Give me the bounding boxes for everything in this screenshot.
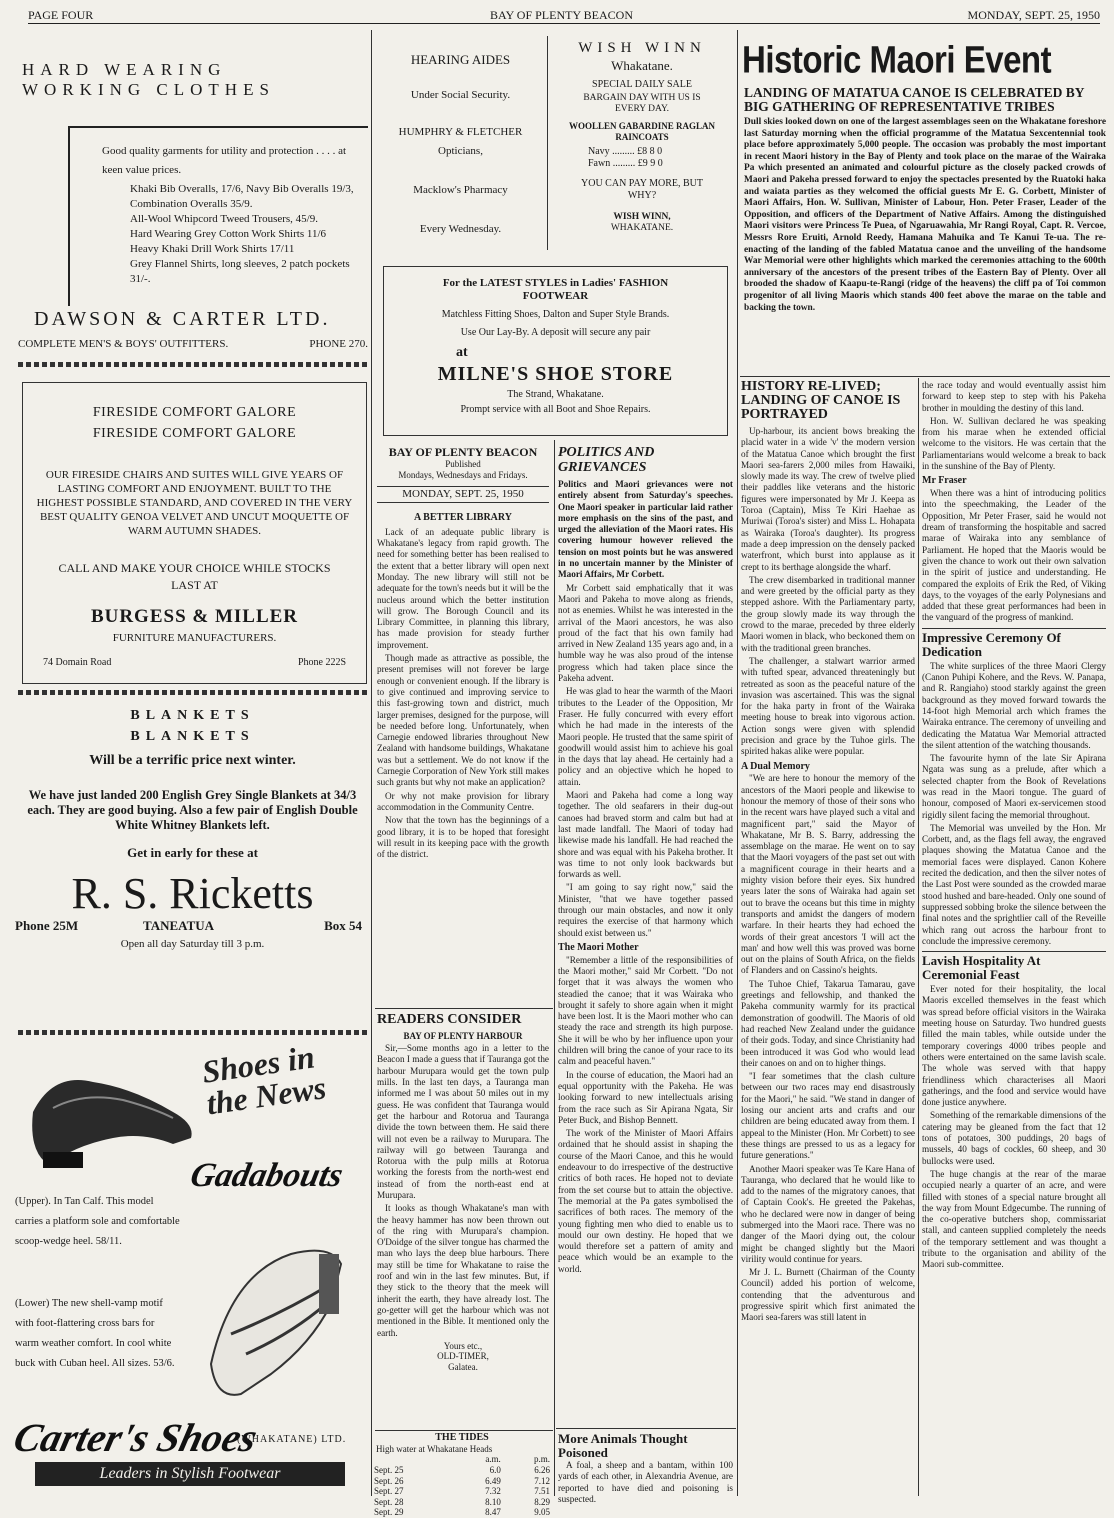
- paragraph: Mr Corbett said emphatically that it was Maori and Pakeha to move along as friends, not as enemies. Whilst he was interested in the arrival of the Maori ancestors, he was also proud of the fact that his own family had arrived in New Zealand 135 years ago and, in a humble way he was also proud of the intense progress which had taken place since the Pakeha advent.: [558, 582, 733, 684]
- paragraph: Hon. W. Sullivan declared he was speaking from his marae when he extended official welcome to the visitors. He was certain that the Parliamentarians would welcome a break to back in the sunshine of the Bay of Plenty.: [922, 415, 1106, 472]
- hearing-aides-ad: [378, 40, 543, 250]
- tides-sub: High water at Whakatane Heads: [376, 1443, 493, 1454]
- tides-pm-header: p.m.: [533, 1454, 550, 1465]
- paragraph: Though made as attractive as possible, the present premises will not forever be large enough or convenient enough. If the library is to give continued and improving service to this fast-growing town and district, much larger premises, designed for the purpose, will be needed before long. Unfortunately, when Carnegie endowed libraries throughout New Zealand with handsome buildings, Whakatane was but a settlement. We do not know if the Carnegie Corporation of New York still makes such grants but why not make an application?: [377, 653, 549, 788]
- paragraph: Lack of an adequate public library is Whakatane's legacy from rapid growth. The need for something better has been realised to the extent that a better library will open next Monday. The new library will still not be adequate for the town's needs but it will be the nucleus around which the better institution will grow. The Borough Council and its Library Committee, in planning this library, has made provision for steady further improvement.: [377, 526, 549, 650]
- burgess-heading: FIRESIDE COMFORT GALORE: [92, 425, 297, 441]
- ricketts-hours: Open all day Saturday till 3 p.m.: [120, 937, 265, 950]
- milne-name: MILNE'S SHOE STORE: [437, 363, 674, 386]
- dawson-item: All-Wool Whipcord Tweed Trousers, 45/9.: [130, 213, 318, 225]
- paragraph: "I fear sometimes that the clash culture between our two races may end disastrously for the Maori," he said. "We stand in danger of losing our ancient arts and crafts and our children are being educated away from them. I appeal to the Minister (Hon. Mr Corbett) to see these things are pressed to us as a legacy for future generations.": [741, 1071, 915, 1161]
- readers-title: READERS CONSIDER: [377, 1012, 522, 1027]
- winn-price: Fawn ......... £9 9 0: [588, 158, 663, 170]
- table-row: Sept. 27 7.32 7.51: [374, 1486, 550, 1497]
- winn-coats: WOOLLEN GABARDINE RAGLAN RAINCOATS: [568, 121, 716, 142]
- blankets-heading: BLANKETS: [130, 708, 255, 723]
- burgess-address: 74 Domain Road: [43, 657, 112, 669]
- ad-title-line2: WORKING CLOTHES: [22, 80, 275, 100]
- paragraph: In the course of education, the Maori had an equal opportunity with the Pakeha. He was looking forward to new intellectuals arising from the race such as Sir Apirana Ngata, Sir Peter Buck, and Bishop Bennett.: [558, 1069, 733, 1125]
- paragraph: "I am going to say right now," said the Minister, "that we have together passed through our main obstacles, and now it only requires the exercise of that harmony which should exist between us.": [558, 882, 733, 938]
- paragraph: Or why not make provision for library accommodation in the Community Centre.: [377, 790, 549, 812]
- table-row: Sept. 29 8.47 9.05: [374, 1507, 550, 1518]
- winn-special: SPECIAL DAILY SALE: [592, 79, 692, 91]
- paragraph: When there was a hint of introducing politics into the speechmaking, the Leader of the Opposition, Mr Peter Fraser, said he would not dream of transforming the hospitable and sacred marae of Wairaka into any semblance of Parliament. He hoped that the Maoris would be given the chance to work out their own salvation in the spirit of justice and understanding. He compared the exploits of Erik the Red, of Viking days, to the voyages of the early Polynesians and added that these great performances had been in the vanguard of the progress of mankind.: [922, 488, 1106, 623]
- tides-table: [372, 1432, 552, 1518]
- paragraph: The challenger, a stalwart warrior armed with tufted spear, advanced threateningly but retreated as soon as the peaceful nature of the invasion was ascertained. This was the signal for the haka party in front of the Wairaka meeting house to break into vigorous action. Action songs were given with splendid precision and grace by the Tuhoe girls. The spirited hakas alike were popular.: [741, 655, 915, 757]
- dawson-firm: DAWSON & CARTER LTD.: [34, 308, 331, 330]
- table-row: Sept. 28 8.10 8.29: [374, 1496, 550, 1507]
- paragraph: He was glad to hear the warmth of the Maori tributes to the Leader of the Opposition, Mr Fraser. He fully concurred with every effort which he had made in the interests of the Maori people. He trusted that the same spirit of goodwill would assist him to achieve his goal in the days that lay ahead. He certainly had a policy and an objective which he hoped to attain.: [558, 686, 733, 787]
- masthead: [377, 445, 549, 507]
- winn-sig: WHAKATANE.: [610, 222, 674, 233]
- paragraph: Maori and Pakeha had come a long way together. The old seafarers in their dug-out canoes had braved storm and calm but had at last made landfall. The Maori of today had likewise made his landfall. He had reached the shore and was equal with his Pakeha brother. It was time to not only look backwards but forwards as well.: [558, 790, 733, 880]
- page-number: PAGE FOUR: [28, 8, 94, 22]
- historic-article: [744, 86, 1106, 372]
- readers-letter: [377, 1012, 549, 1440]
- masthead-date: MONDAY, SEPT. 25, 1950: [377, 486, 549, 503]
- masthead-title: BAY OF PLENTY BEACON: [388, 445, 538, 459]
- milne-line: Use Our Lay-By. A deposit will secure any pair: [460, 326, 651, 338]
- milne-service: Prompt service with all Boot and Shoe Repairs.: [460, 404, 651, 416]
- paragraph: "We are here to honour the memory of the ancestors of the Maori people and likewise to honour the memory of those of their sons who in the recent wars have played such a vital and magnificent part," said the Mayor of Whakatane, Mr B. S. Barry, addressing the assemblage on the marae. He went on to say that the Maori voyagers of the past set out with a magnificent courage in their hearts and a mighty vision before their eyes. Six hundred years later the sons of Wairaka had again set out to brave the oceans but this time in mighty transports and amidst the dangers of modern warfare. In their hearts they had echoed the words of their great ancestors 'I will act the man' and how well this was proved was borne out on the plains of South Africa, on the fields of Flanders and on Cassino's heights.: [741, 773, 915, 976]
- banner-headline: Historic Maori Event: [742, 38, 1052, 81]
- hearing-line: Under Social Security.: [410, 89, 511, 102]
- carters-place: (WHAKATANE) LTD.: [237, 1434, 347, 1445]
- paragraph: Another Maori speaker was Te Kare Hana of Tauranga, who declared that he would like to add to the names of the migratory canoes, that of Captain Cook's. He greeted the Pakehas, who he declared were now in danger of being submerged into the Maori race. There was no danger of the Maori dying out, the colour might be changed slightly but the Maori virility would continue for years.: [741, 1163, 915, 1264]
- dawson-carter-ad: [18, 60, 368, 360]
- hearing-title: HEARING AIDES: [410, 52, 511, 67]
- winn-bargain: BARGAIN DAY WITH US IS EVERY DAY.: [583, 92, 701, 115]
- readers-sign: Galatea.: [448, 1362, 478, 1373]
- wish-winn-ad: [552, 40, 732, 250]
- milne-line: Matchless Fitting Shoes, Dalton and Super Style Brands.: [441, 308, 670, 320]
- paragraph: "Remember a little of the responsibilities of the Maori mother," said Mr Corbett. "Do not forget that it was always the women who steadied the canoe; that it was Wairaka who brought it safely to shore again when it might have been lost. It is the Maori mother who can steady the race and strength its high purpose. She it will be who by her influence upon your children will bring the canoe of your race to its calm and peaceful haven.": [558, 954, 733, 1067]
- ricketts-ad: [15, 702, 370, 1012]
- winn-price: Navy ......... £8 8 0: [588, 146, 663, 158]
- carters-shoes-ad: [9, 1038, 370, 1496]
- ricketts-firm: R. S. Ricketts: [71, 868, 314, 918]
- burgess-phone: Phone 222S: [297, 657, 346, 669]
- historic-lead: Dull skies looked down on one of the largest assemblages seen on the Whakatane foreshore last Saturday morning when the official programme of the Matatua Sexcentennial took place before approximately 5,000 people. The occasion was probably the most important in recent Maori history in the Bay of Plenty and took place on the marae of the Wairaka Pa which presented an animated and colourful picture as the closely packed crowds of Maori and Pakeha pressed forward to enjoy the spectacles presented by the Ruatoki haka and waiata parties as they welcomed the official guests Mr E. G. Corbett, Minister of Maori Affairs, Hon. W. Sullivan, Minister of Labour, Hon. Peter Fraser, Leader of the Opposition, and officers of the Department of Native Affairs. Among the distinguished Maori visitors were Princess Te Puea, of Ngaruawahia, Mr Rangi Royal, Capt. R. Vercoe, Messrs Rore Eruiti, Arnold Reedy, Hamana Mahuika and Te Kanui Te-ua. The re-enacting of the landing of the fabled Matatua canoe and the unveiling of the handsome War Memorial were other highlights which marked the ceremonies attaching to the 600th anniversary of the ancestors of the present tribes of the Eastern Bay of Plenty. Over all brooded the shadow of Kaapu-te-Rangi (ridge of the heavens) the cliff pa of Toi common progenitor of all living Maoris which stands 400 feet above the marae on the table and backing the town.: [744, 117, 1106, 313]
- right-column: [922, 380, 1106, 1496]
- winn-place: Whakatane.: [611, 57, 673, 73]
- paragraph: the race today and would eventually assist him forward to keep step to step with his Pakeha brother in moulding the destiny of this land.: [922, 380, 1106, 413]
- ceremony-heading: Impressive Ceremony Of Dedication: [922, 628, 1106, 659]
- paragraph: The favourite hymn of the late Sir Apirana Ngata was sung as a prelude, after which a selected chapter from the Book of Revelations was read in the Maori tongue. The guard of honour, composed of Maori ex-servicemen stood rigidly silent facing the memorial throughout.: [922, 753, 1106, 820]
- readers-sign: Yours etc.,: [443, 1340, 483, 1351]
- page-header: [28, 6, 1100, 24]
- dawson-item: Hard Wearing Grey Cotton Work Shirts 11/6: [130, 228, 327, 240]
- editorial-title: A BETTER LIBRARY: [413, 512, 512, 523]
- subheading: The Maori Mother: [558, 941, 639, 953]
- ricketts-town: TANEATUA: [143, 917, 215, 933]
- hearing-line: Every Wednesday.: [419, 223, 502, 236]
- ricketts-box: Box 54: [324, 917, 362, 933]
- hearing-line: Macklow's Pharmacy: [413, 184, 508, 197]
- winn-pay: YOU CAN PAY MORE, BUT WHY?: [581, 178, 703, 201]
- historic-headline: LANDING OF MATATUA CANOE IS CELEBRATED BY BIG GATHERING OF REPRESENTATIVE TRIBES: [744, 85, 1085, 114]
- newspaper-name: BAY OF PLENTY BEACON: [490, 8, 634, 22]
- paragraph: The crew disembarked in traditional manner and were greeted by the official party as they stepped ashore. With the Parliamentary party, the group slowly made its way through the crowd to the marae, preceded by three elderly Maori women in black, who beckoned them on with the traditional green branches.: [741, 574, 915, 653]
- table-row: Sept. 26 6.49 7.12: [374, 1475, 550, 1486]
- ricketts-phone: Phone 25M: [15, 917, 79, 933]
- ad-title-line1: HARD WEARING: [22, 60, 227, 79]
- masthead-days: Mondays, Wednesdays and Fridays.: [398, 469, 528, 480]
- paragraph: The Tuhoe Chief, Takarua Tamarau, gave greetings and fellowship, and thanked the Pakeha community warmly for its practical demonstration of goodwill. The Maoris of old had reached New Zealand under the guidance of their gods. Today, and since Christianity had been introduced it was God who would lead their canoes on and on to higher things.: [741, 978, 915, 1068]
- paragraph: A foal, a sheep and a bantam, within 100 yards of each other, in Alexandria Avenue, are reported to have died and poisoning is suspected.: [558, 1460, 733, 1504]
- table-row: Sept. 25 6.0 6.26: [374, 1465, 550, 1476]
- burgess-call: CALL AND MAKE YOUR CHOICE WHILE STOCKS LAST AT: [58, 561, 331, 593]
- tides-am-header: a.m.: [485, 1454, 501, 1465]
- animals-title: More Animals Thought Poisoned: [558, 1431, 688, 1460]
- dawson-tagline: COMPLETE MEN'S & BOYS' OUTFITTERS.: [18, 338, 229, 350]
- dawson-intro: Good quality garments for utility and protection . . . . at keen value prices.: [102, 145, 347, 176]
- dawson-item: Heavy Khaki Drill Work Shirts 17/11: [130, 243, 295, 255]
- paragraph: Something of the remarkable dimensions of the catering may be gleaned from the fact that 12 tons of potatoes, 300 puddings, 20 bags of mussels, 40 bags of cockles, 60 sheep, and 30 bullocks were used.: [922, 1110, 1106, 1166]
- hearing-line: Opticians,: [438, 145, 483, 158]
- animals-article: [558, 1431, 733, 1504]
- milne-line: For the LATEST STYLES in Ladies' FASHION FOOTWEAR: [442, 277, 669, 302]
- milnes-shoe-store-ad: [383, 266, 728, 436]
- paragraph: Mr J. L. Burnett (Chairman of the County Council) added his portion of welcome, contending that the adventurous and progressive spirit which first animated the Maori sea-farers was still latent in: [741, 1267, 915, 1323]
- burgess-heading: FIRESIDE COMFORT GALORE: [92, 405, 297, 420]
- historic-banner: [742, 38, 1108, 82]
- paragraph: It looks as though Whakatane's man with the heavy hammer has now been thrown out of the ring with Murupara's champion. O'Doidge of the silver tongue has charmed the man who lays the deep blue harbours. There may still be time for Whakatane to raise the roof and win in the last few minutes. But, if they stick to the theory that the meek will inherit the earth, they have already lost. The go-getter will get the harbour which was not mentioned in the Bible. It mentioned only the earth.: [377, 1203, 549, 1338]
- ricketts-body: We have just landed 200 English Grey Single Blankets at 34/3 each. They are good buying. Also a few pair of English Double White Whitney Blankets left.: [27, 787, 358, 832]
- paragraph: The white surplices of the three Maori Clergy (Canon Puhipi Kohere, and the Revs. W. Panapa, and R. Rangiaho) stood starkly against the green background as they moved forward towards the 14-foot high Memorial arch which frames the Wairaka entrance. The ceremony of unveiling and dedicating the Matatua War Memorial attracted the silent attention of the watching thousands.: [922, 660, 1106, 750]
- shoes-in-news-logo: Shoes in the News: [199, 1038, 329, 1122]
- winn-title: WISH WINN: [578, 40, 706, 56]
- editorial-library: [377, 512, 549, 1004]
- relived-title: HISTORY RE-LIVED; LANDING OF CANOE IS PORTRAYED: [741, 379, 901, 422]
- burgess-sub: FURNITURE MANUFACTURERS.: [112, 632, 277, 645]
- lavish-heading: Lavish Hospitality At Ceremonial Feast: [922, 951, 1106, 982]
- shoe-illustration: [23, 1052, 203, 1172]
- gadabouts-logo: Gadabouts: [187, 1157, 347, 1194]
- masthead-pub: Published: [445, 459, 481, 470]
- dawson-phone: PHONE 270.: [309, 338, 368, 350]
- readers-sign: OLD-TIMER,: [437, 1351, 489, 1362]
- issue-date: MONDAY, SEPT. 25, 1950: [967, 8, 1100, 22]
- politics-article: [558, 445, 733, 1425]
- burgess-body: OUR FIRESIDE CHAIRS AND SUITES WILL GIVE YEARS OF LASTING COMFORT AND ENJOYMENT. BUILT TO THE HIGHEST POSSIBLE STANDARD, AND COVERED IN THE VERY BEST QUALITY GENOA VELVET AND UNCUT MOQUETTE OF WARM AUTUMN SHADES.: [36, 469, 353, 538]
- paragraph: Up-harbour, its ancient bows breaking the placid water in a wide 'v' the modern version of the Matatua Canoe which brought the first Maori sea-farers 2,000 miles from Hawaiki, slowly made its way. The crew of twelve plied their paddles like veterans and the historic figures were impersonated by Mr J. Keepa as Toroa (Captain), Miss Te Kiri Haehae as Muriwai (Toroa's sister) and Miss L. Hohapata as Wairaka (Toroa's daughter). Its progress made a deep impression on the densely packed waterfront, which burst into applause as it crept to its berthage alongside the wharf.: [741, 426, 915, 572]
- burgess-firm: BURGESS & MILLER: [90, 606, 299, 628]
- burgess-miller-ad: [22, 382, 367, 684]
- paragraph: Sir,—Some months ago in a letter to the Beacon I made a guess that if Tauranga got the harbour Murupara would get the town pulp mills. In the last ten days, a Tauranga man informed me I was about 50 miles out in my guess. He was confident that Tauranga would get the harbour and Rotorua and Tauranga divide the town between them. He said there will not even be a railway to Murupara. The railway will go between Tauranga and Rotorua with the pulp mills at Rotorua working the forests from the north-west end instead of from the north-east end at Murupara.: [377, 1043, 549, 1200]
- winn-sig: WISH WINN,: [613, 211, 671, 222]
- upper-shoe-desc: (Upper). In Tan Calf. This model carries a platform sole and comfortable scoop-wedge heel. 58/11.: [15, 1196, 180, 1247]
- dawson-item: Grey Flannel Shirts, long sleeves, 2 patch pockets 31/-.: [130, 258, 350, 285]
- ricketts-early: Get in early for these at: [127, 844, 258, 860]
- hearing-line: HUMPHRY & FLETCHER: [398, 126, 523, 139]
- carters-brand: Carter's Shoes: [9, 1415, 262, 1460]
- paragraph: The Memorial was unveiled by the Hon. Mr Corbett, and, as the flags fell away, the engraved plaques showing the Matatua Canoe and the memorial faces were displayed. Canon Kohere recited the dedication, and then the silver notes of the Last Post were sounded as the crowded marae stood hushed and bare-headed. Only one sound of suppressed sobbing broke the silence between the final notes and the sprightlier call of the Reveille which rang out across the harbour front to conclude the impressive ceremony.: [922, 822, 1106, 946]
- paragraph: The work of the Minister of Maori Affairs ordained that he should assist in shaping the course of the Maori Canoe, and this he would endeavour to do irrespective of the destructive critics of both races. He hoped not to deviate from the set course but to attain the objective. The memorial at the Pa gates symbolised the sacrifices of both races. The memory of the young fighting men who died to enable us to mould our own destiny. He hoped that we would therefore set a pattern of amity and peace which would be an example to the world.: [558, 1128, 733, 1274]
- paragraph: Ever noted for their hospitality, the local Maoris excelled themselves in the feast which was spread before official visitors in the Wairaka meeting house on Saturday. Two hundred guests filled the main tables, while outside under the temporary coverings 4000 tribes people and others were entertained on the same lavish scale. The whole was served with that happy friendliness which characterises all Maori gatherings, and the food and service would have done justice anywhere.: [922, 984, 1106, 1108]
- paragraph: The huge changis at the rear of the marae occupied nearly a quarter of an acre, and were filled with stones of a special nature brought all the way from Mount Edgecumbe. The running of the co-operative butchers shop, commissariat stall, and canteen supplied completely the needs of the temporary settlement and was thought a tribute to the organisation and ability of the Maori sub-committee.: [922, 1168, 1106, 1270]
- shoe-illustration: [191, 1214, 366, 1404]
- subheading: Mr Fraser: [922, 475, 967, 487]
- milne-at: at: [456, 344, 468, 360]
- politics-title: POLITICS AND GRIEVANCES: [558, 445, 655, 475]
- blankets-heading: BLANKETS: [130, 728, 255, 744]
- lower-shoe-desc: (Lower) The new shell-vamp motif with foot-flattering cross bars for warm weather comfort. In cool white buck with Cuban heel. All sizes. 53/6.: [15, 1298, 175, 1369]
- tides-title: THE TIDES: [435, 1432, 489, 1443]
- milne-addr: The Strand, Whakatane.: [507, 388, 604, 400]
- subheading: A Dual Memory: [741, 760, 810, 772]
- ricketts-winter: Will be a terrific price next winter.: [89, 753, 296, 769]
- dawson-item: Khaki Bib Overalls, 17/6, Navy Bib Overalls 19/3, Combination Overalls 35/9.: [130, 183, 354, 210]
- politics-lead: Politics and Maori grievances were not entirely absent from Saturday's speeches. One Maori speaker in particular laid rather more emphasis on the sins of the past, and urged the alleviation of the Maori rates. His covering humour however relieved the tension on most points but he was answered in no uncertain manner by the Minister of Maori Affairs, Mr Corbett.: [558, 479, 733, 580]
- paragraph: Now that the town has the beginnings of a good library, it is to be hoped that foresight will result in its keeping pace with the growth of the district.: [377, 815, 549, 860]
- carters-slogan: Leaders in Stylish Footwear: [35, 1462, 345, 1486]
- history-relived-article: [741, 380, 915, 1496]
- readers-sub: BAY OF PLENTY HARBOUR: [403, 1030, 523, 1041]
